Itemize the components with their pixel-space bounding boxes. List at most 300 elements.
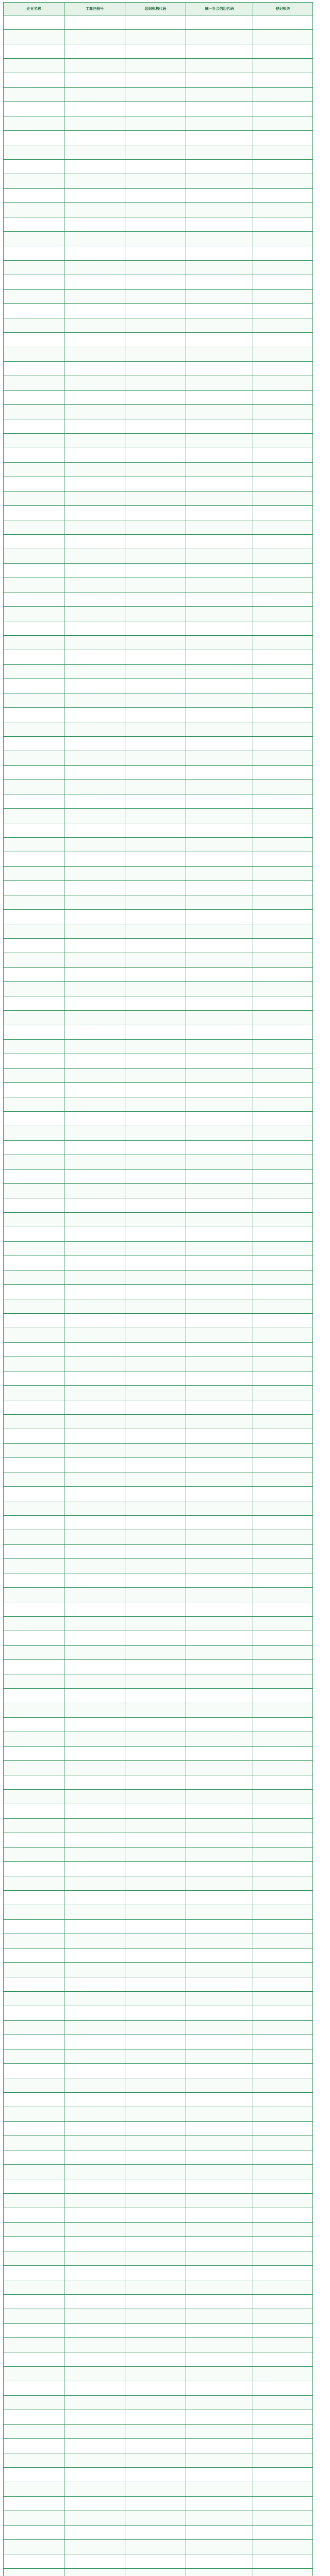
cell-unified-social-credit-code bbox=[186, 1083, 253, 1097]
table-row bbox=[4, 391, 313, 405]
cell-registration-authority bbox=[253, 1674, 313, 1689]
table-row bbox=[4, 160, 313, 174]
cell-organization-code bbox=[125, 2367, 186, 2381]
cell-organization-code bbox=[125, 1747, 186, 1761]
cell-organization-code bbox=[125, 1213, 186, 1227]
cell-organization-code bbox=[125, 535, 186, 549]
cell-company-name bbox=[4, 1761, 64, 1775]
cell-company-name bbox=[4, 1501, 64, 1516]
cell-unified-social-credit-code bbox=[186, 1314, 253, 1328]
cell-organization-code bbox=[125, 2208, 186, 2223]
cell-business-registration-number bbox=[64, 2569, 125, 2576]
cell-registration-authority bbox=[253, 1819, 313, 1833]
table-row bbox=[4, 1285, 313, 1299]
cell-organization-code bbox=[125, 1371, 186, 1386]
cell-registration-authority bbox=[253, 477, 313, 492]
table-row bbox=[4, 1646, 313, 1660]
cell-business-registration-number bbox=[64, 2078, 125, 2093]
cell-organization-code bbox=[125, 1516, 186, 1530]
cell-organization-code bbox=[125, 636, 186, 650]
table-row bbox=[4, 1674, 313, 1689]
cell-business-registration-number bbox=[64, 73, 125, 88]
cell-registration-authority bbox=[253, 448, 313, 463]
table-row bbox=[4, 88, 313, 102]
cell-unified-social-credit-code bbox=[186, 362, 253, 376]
cell-unified-social-credit-code bbox=[186, 2049, 253, 2064]
table-row bbox=[4, 1718, 313, 1732]
table-row bbox=[4, 174, 313, 189]
table-row bbox=[4, 1934, 313, 1948]
cell-company-name bbox=[4, 1112, 64, 1126]
cell-unified-social-credit-code bbox=[186, 2093, 253, 2107]
cell-registration-authority bbox=[253, 1112, 313, 1126]
cell-business-registration-number bbox=[64, 1371, 125, 1386]
cell-organization-code bbox=[125, 318, 186, 333]
cell-unified-social-credit-code bbox=[186, 621, 253, 636]
cell-business-registration-number bbox=[64, 520, 125, 535]
cell-company-name bbox=[4, 1069, 64, 1083]
cell-organization-code bbox=[125, 448, 186, 463]
cell-business-registration-number bbox=[64, 1602, 125, 1617]
table-row bbox=[4, 1732, 313, 1747]
table-row bbox=[4, 2093, 313, 2107]
table-row bbox=[4, 2165, 313, 2179]
cell-business-registration-number bbox=[64, 2122, 125, 2136]
cell-business-registration-number bbox=[64, 1747, 125, 1761]
cell-company-name bbox=[4, 1285, 64, 1299]
cell-organization-code bbox=[125, 2569, 186, 2576]
cell-business-registration-number bbox=[64, 1948, 125, 1963]
cell-registration-authority bbox=[253, 1963, 313, 1977]
table-row bbox=[4, 203, 313, 217]
cell-company-name bbox=[4, 1718, 64, 1732]
cell-business-registration-number bbox=[64, 448, 125, 463]
cell-business-registration-number bbox=[64, 737, 125, 751]
cell-unified-social-credit-code bbox=[186, 1069, 253, 1083]
table-row bbox=[4, 1415, 313, 1429]
header-organization-code: 组织机构代码 bbox=[125, 3, 186, 15]
table-row bbox=[4, 2136, 313, 2150]
cell-company-name bbox=[4, 751, 64, 766]
cell-unified-social-credit-code bbox=[186, 1747, 253, 1761]
table-row bbox=[4, 1862, 313, 1876]
cell-registration-authority bbox=[253, 2540, 313, 2554]
cell-company-name bbox=[4, 391, 64, 405]
cell-registration-authority bbox=[253, 1069, 313, 1083]
cell-company-name bbox=[4, 1097, 64, 1112]
cell-unified-social-credit-code bbox=[186, 867, 253, 881]
table-row bbox=[4, 318, 313, 333]
cell-unified-social-credit-code bbox=[186, 246, 253, 261]
cell-unified-social-credit-code bbox=[186, 1516, 253, 1530]
cell-company-name bbox=[4, 232, 64, 246]
cell-registration-authority bbox=[253, 895, 313, 910]
cell-registration-authority bbox=[253, 1588, 313, 1602]
cell-organization-code bbox=[125, 1415, 186, 1429]
cell-company-name bbox=[4, 1040, 64, 1054]
cell-unified-social-credit-code bbox=[186, 131, 253, 145]
table-row bbox=[4, 1617, 313, 1631]
cell-registration-authority bbox=[253, 520, 313, 535]
table-row bbox=[4, 2453, 313, 2468]
cell-registration-authority bbox=[253, 1833, 313, 1848]
cell-unified-social-credit-code bbox=[186, 838, 253, 852]
cell-business-registration-number bbox=[64, 506, 125, 520]
cell-company-name bbox=[4, 102, 64, 116]
table-row bbox=[4, 131, 313, 145]
table-row bbox=[4, 1256, 313, 1270]
cell-business-registration-number bbox=[64, 391, 125, 405]
table-row bbox=[4, 1227, 313, 1242]
cell-company-name bbox=[4, 2006, 64, 2021]
cell-unified-social-credit-code bbox=[186, 1054, 253, 1069]
cell-unified-social-credit-code bbox=[186, 809, 253, 823]
cell-unified-social-credit-code bbox=[186, 1040, 253, 1054]
cell-company-name bbox=[4, 2526, 64, 2540]
table-row bbox=[4, 463, 313, 477]
cell-organization-code bbox=[125, 809, 186, 823]
table-row bbox=[4, 1458, 313, 1472]
cell-unified-social-credit-code bbox=[186, 1400, 253, 1415]
cell-business-registration-number bbox=[64, 1862, 125, 1876]
cell-registration-authority bbox=[253, 1848, 313, 1862]
cell-company-name bbox=[4, 924, 64, 939]
cell-organization-code bbox=[125, 867, 186, 881]
cell-organization-code bbox=[125, 852, 186, 867]
cell-registration-authority bbox=[253, 2324, 313, 2338]
cell-registration-authority bbox=[253, 203, 313, 217]
cell-organization-code bbox=[125, 1040, 186, 1054]
cell-company-name bbox=[4, 2035, 64, 2049]
table-row bbox=[4, 852, 313, 867]
table-row bbox=[4, 1097, 313, 1112]
cell-company-name bbox=[4, 1747, 64, 1761]
cell-organization-code bbox=[125, 1732, 186, 1747]
cell-business-registration-number bbox=[64, 463, 125, 477]
table-row bbox=[4, 492, 313, 506]
cell-company-name bbox=[4, 2295, 64, 2309]
cell-business-registration-number bbox=[64, 1516, 125, 1530]
table-row bbox=[4, 1790, 313, 1804]
cell-company-name bbox=[4, 1487, 64, 1501]
cell-organization-code bbox=[125, 794, 186, 809]
cell-unified-social-credit-code bbox=[186, 1718, 253, 1732]
cell-business-registration-number bbox=[64, 708, 125, 722]
cell-business-registration-number bbox=[64, 766, 125, 780]
cell-company-name bbox=[4, 1775, 64, 1790]
cell-unified-social-credit-code bbox=[186, 1977, 253, 1992]
cell-company-name bbox=[4, 1155, 64, 1170]
cell-unified-social-credit-code bbox=[186, 1472, 253, 1487]
cell-registration-authority bbox=[253, 2439, 313, 2453]
cell-company-name bbox=[4, 2453, 64, 2468]
table-row bbox=[4, 1328, 313, 1343]
cell-company-name bbox=[4, 910, 64, 924]
cell-organization-code bbox=[125, 1660, 186, 1674]
cell-unified-social-credit-code bbox=[186, 549, 253, 564]
cell-unified-social-credit-code bbox=[186, 304, 253, 318]
table-row bbox=[4, 1819, 313, 1833]
cell-company-name bbox=[4, 2078, 64, 2093]
cell-company-name bbox=[4, 463, 64, 477]
cell-business-registration-number bbox=[64, 1040, 125, 1054]
cell-unified-social-credit-code bbox=[186, 1775, 253, 1790]
cell-registration-authority bbox=[253, 1371, 313, 1386]
cell-company-name bbox=[4, 290, 64, 304]
cell-business-registration-number bbox=[64, 217, 125, 232]
cell-organization-code bbox=[125, 939, 186, 953]
cell-organization-code bbox=[125, 1227, 186, 1242]
cell-company-name bbox=[4, 2064, 64, 2078]
cell-registration-authority bbox=[253, 463, 313, 477]
cell-organization-code bbox=[125, 1674, 186, 1689]
cell-organization-code bbox=[125, 174, 186, 189]
cell-company-name bbox=[4, 1213, 64, 1227]
table-row bbox=[4, 30, 313, 44]
cell-company-name bbox=[4, 621, 64, 636]
cell-business-registration-number bbox=[64, 2554, 125, 2569]
cell-company-name bbox=[4, 1458, 64, 1472]
cell-organization-code bbox=[125, 1703, 186, 1718]
cell-company-name bbox=[4, 448, 64, 463]
cell-registration-authority bbox=[253, 261, 313, 275]
cell-organization-code bbox=[125, 708, 186, 722]
cell-company-name bbox=[4, 2208, 64, 2223]
cell-business-registration-number bbox=[64, 232, 125, 246]
cell-business-registration-number bbox=[64, 246, 125, 261]
table-row bbox=[4, 2064, 313, 2078]
cell-company-name bbox=[4, 1198, 64, 1213]
cell-unified-social-credit-code bbox=[186, 2554, 253, 2569]
cell-business-registration-number bbox=[64, 2035, 125, 2049]
cell-registration-authority bbox=[253, 809, 313, 823]
cell-registration-authority bbox=[253, 1920, 313, 1934]
cell-business-registration-number bbox=[64, 290, 125, 304]
cell-unified-social-credit-code bbox=[186, 1097, 253, 1112]
table-row bbox=[4, 2569, 313, 2576]
cell-business-registration-number bbox=[64, 751, 125, 766]
cell-registration-authority bbox=[253, 1141, 313, 1155]
cell-business-registration-number bbox=[64, 1314, 125, 1328]
table-row bbox=[4, 1804, 313, 1819]
cell-registration-authority bbox=[253, 1934, 313, 1948]
cell-unified-social-credit-code bbox=[186, 1242, 253, 1256]
cell-unified-social-credit-code bbox=[186, 2453, 253, 2468]
cell-business-registration-number bbox=[64, 88, 125, 102]
cell-company-name bbox=[4, 1516, 64, 1530]
cell-organization-code bbox=[125, 2324, 186, 2338]
cell-registration-authority bbox=[253, 2035, 313, 2049]
cell-organization-code bbox=[125, 44, 186, 59]
cell-organization-code bbox=[125, 1472, 186, 1487]
cell-organization-code bbox=[125, 189, 186, 203]
cell-company-name bbox=[4, 1934, 64, 1948]
cell-unified-social-credit-code bbox=[186, 982, 253, 996]
cell-registration-authority bbox=[253, 2179, 313, 2194]
cell-business-registration-number bbox=[64, 434, 125, 448]
cell-unified-social-credit-code bbox=[186, 1429, 253, 1444]
cell-organization-code bbox=[125, 2295, 186, 2309]
cell-unified-social-credit-code bbox=[186, 607, 253, 621]
table-row bbox=[4, 2309, 313, 2324]
cell-organization-code bbox=[125, 2453, 186, 2468]
cell-business-registration-number bbox=[64, 2266, 125, 2280]
cell-business-registration-number bbox=[64, 160, 125, 174]
cell-registration-authority bbox=[253, 1444, 313, 1458]
cell-business-registration-number bbox=[64, 1646, 125, 1660]
cell-company-name bbox=[4, 1963, 64, 1977]
cell-unified-social-credit-code bbox=[186, 203, 253, 217]
cell-unified-social-credit-code bbox=[186, 2352, 253, 2367]
cell-unified-social-credit-code bbox=[186, 160, 253, 174]
cell-company-name bbox=[4, 1819, 64, 1833]
cell-company-name bbox=[4, 535, 64, 549]
cell-company-name bbox=[4, 2439, 64, 2453]
cell-business-registration-number bbox=[64, 2006, 125, 2021]
cell-organization-code bbox=[125, 737, 186, 751]
cell-organization-code bbox=[125, 607, 186, 621]
table-row bbox=[4, 1213, 313, 1227]
cell-business-registration-number bbox=[64, 1819, 125, 1833]
cell-organization-code bbox=[125, 1458, 186, 1472]
table-row bbox=[4, 1155, 313, 1170]
cell-business-registration-number bbox=[64, 722, 125, 737]
cell-company-name bbox=[4, 1530, 64, 1545]
cell-company-name bbox=[4, 1357, 64, 1371]
table-row bbox=[4, 2367, 313, 2381]
cell-registration-authority bbox=[253, 2295, 313, 2309]
cell-unified-social-credit-code bbox=[186, 1444, 253, 1458]
table-row bbox=[4, 232, 313, 246]
cell-business-registration-number bbox=[64, 174, 125, 189]
cell-registration-authority bbox=[253, 419, 313, 434]
cell-organization-code bbox=[125, 203, 186, 217]
cell-unified-social-credit-code bbox=[186, 1213, 253, 1227]
cell-company-name bbox=[4, 1703, 64, 1718]
cell-organization-code bbox=[125, 2266, 186, 2280]
cell-company-name bbox=[4, 2165, 64, 2179]
cell-registration-authority bbox=[253, 693, 313, 708]
cell-business-registration-number bbox=[64, 1977, 125, 1992]
cell-registration-authority bbox=[253, 174, 313, 189]
cell-company-name bbox=[4, 766, 64, 780]
cell-business-registration-number bbox=[64, 535, 125, 549]
cell-business-registration-number bbox=[64, 982, 125, 996]
table-row bbox=[4, 1948, 313, 1963]
cell-company-name bbox=[4, 2497, 64, 2511]
cell-company-name bbox=[4, 693, 64, 708]
cell-company-name bbox=[4, 2338, 64, 2352]
cell-company-name bbox=[4, 434, 64, 448]
cell-organization-code bbox=[125, 1155, 186, 1170]
cell-business-registration-number bbox=[64, 2540, 125, 2554]
cell-business-registration-number bbox=[64, 852, 125, 867]
table-row bbox=[4, 1054, 313, 1069]
cell-business-registration-number bbox=[64, 2338, 125, 2352]
cell-organization-code bbox=[125, 1069, 186, 1083]
cell-organization-code bbox=[125, 347, 186, 362]
cell-unified-social-credit-code bbox=[186, 463, 253, 477]
cell-business-registration-number bbox=[64, 2064, 125, 2078]
cell-registration-authority bbox=[253, 1126, 313, 1141]
cell-company-name bbox=[4, 246, 64, 261]
cell-unified-social-credit-code bbox=[186, 2381, 253, 2396]
cell-business-registration-number bbox=[64, 2482, 125, 2497]
cell-registration-authority bbox=[253, 318, 313, 333]
cell-registration-authority bbox=[253, 1357, 313, 1371]
cell-business-registration-number bbox=[64, 1054, 125, 1069]
cell-unified-social-credit-code bbox=[186, 232, 253, 246]
cell-business-registration-number bbox=[64, 2324, 125, 2338]
cell-registration-authority bbox=[253, 2526, 313, 2540]
cell-organization-code bbox=[125, 1617, 186, 1631]
table-row bbox=[4, 2179, 313, 2194]
cell-registration-authority bbox=[253, 766, 313, 780]
cell-unified-social-credit-code bbox=[186, 1487, 253, 1501]
table-row bbox=[4, 895, 313, 910]
cell-registration-authority bbox=[253, 145, 313, 160]
table-row bbox=[4, 1545, 313, 1559]
table-row bbox=[4, 1069, 313, 1083]
cell-company-name bbox=[4, 2396, 64, 2410]
cell-company-name bbox=[4, 2367, 64, 2381]
cell-company-name bbox=[4, 2425, 64, 2439]
header-business-registration-number: 工商注册号 bbox=[64, 3, 125, 15]
cell-registration-authority bbox=[253, 1083, 313, 1097]
cell-registration-authority bbox=[253, 275, 313, 290]
cell-business-registration-number bbox=[64, 2107, 125, 2122]
cell-registration-authority bbox=[253, 1472, 313, 1487]
cell-registration-authority bbox=[253, 2021, 313, 2035]
cell-business-registration-number bbox=[64, 1256, 125, 1270]
table-row bbox=[4, 665, 313, 679]
cell-business-registration-number bbox=[64, 1631, 125, 1646]
cell-company-name bbox=[4, 1343, 64, 1357]
cell-business-registration-number bbox=[64, 1573, 125, 1588]
cell-unified-social-credit-code bbox=[186, 2511, 253, 2526]
cell-business-registration-number bbox=[64, 621, 125, 636]
cell-unified-social-credit-code bbox=[186, 2324, 253, 2338]
cell-business-registration-number bbox=[64, 1069, 125, 1083]
table-row bbox=[4, 1775, 313, 1790]
cell-business-registration-number bbox=[64, 1761, 125, 1775]
cell-registration-authority bbox=[253, 2453, 313, 2468]
cell-company-name bbox=[4, 2093, 64, 2107]
cell-business-registration-number bbox=[64, 867, 125, 881]
cell-unified-social-credit-code bbox=[186, 318, 253, 333]
cell-company-name bbox=[4, 1992, 64, 2006]
cell-registration-authority bbox=[253, 1343, 313, 1357]
cell-company-name bbox=[4, 2266, 64, 2280]
table-row bbox=[4, 939, 313, 953]
cell-registration-authority bbox=[253, 939, 313, 953]
cell-registration-authority bbox=[253, 852, 313, 867]
table-row bbox=[4, 1977, 313, 1992]
cell-business-registration-number bbox=[64, 881, 125, 895]
cell-registration-authority bbox=[253, 1689, 313, 1703]
cell-organization-code bbox=[125, 1242, 186, 1256]
cell-business-registration-number bbox=[64, 780, 125, 794]
cell-company-name bbox=[4, 564, 64, 578]
cell-company-name bbox=[4, 275, 64, 290]
cell-business-registration-number bbox=[64, 650, 125, 665]
cell-registration-authority bbox=[253, 1573, 313, 1588]
table-row bbox=[4, 881, 313, 895]
cell-company-name bbox=[4, 376, 64, 391]
cell-business-registration-number bbox=[64, 1170, 125, 1184]
cell-company-name bbox=[4, 1617, 64, 1631]
table-row bbox=[4, 1992, 313, 2006]
